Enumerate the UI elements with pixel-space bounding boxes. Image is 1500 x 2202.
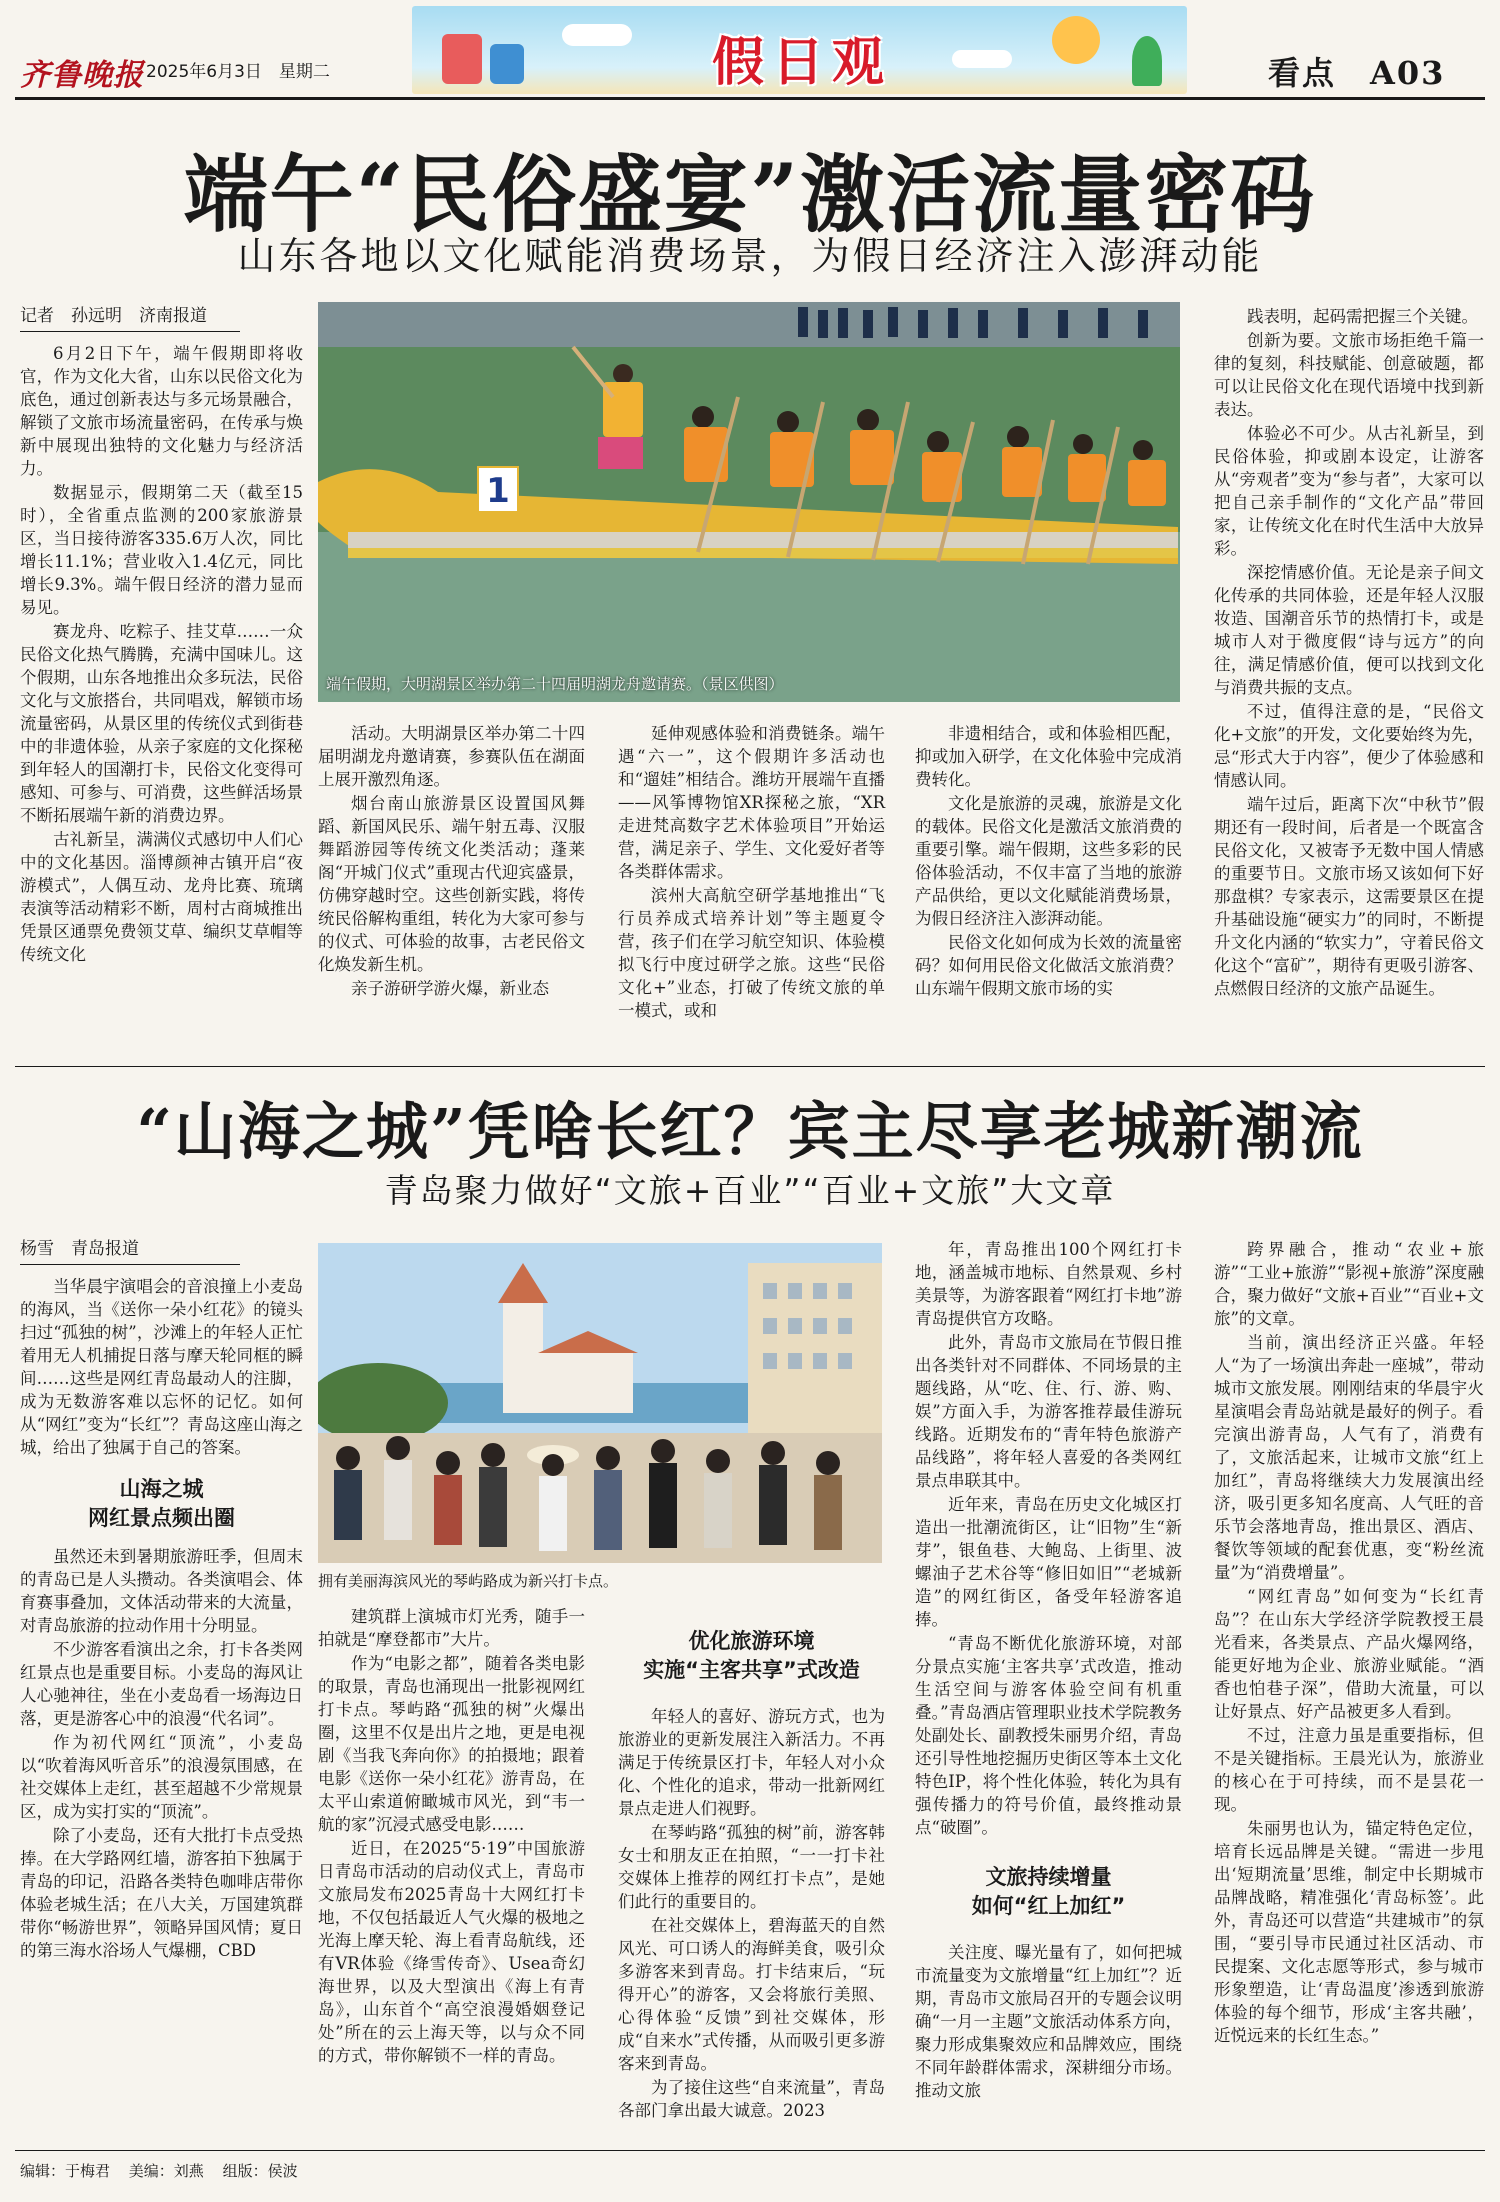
article1-col5 bbox=[1214, 305, 1484, 1001]
paragraph: 践表明，起码需把握三个关键。 bbox=[1247, 307, 1478, 326]
article2-col3 bbox=[618, 1605, 885, 2123]
paragraph: 近年来，青岛在历史文化城区打造出一批潮流街区，让“旧物”生“新芽”，银鱼巷、大鲍岛、上街里、波螺油子艺术谷等“修旧如旧”“老城新造”的网红街区，备受年轻游客追捧。 bbox=[915, 1495, 1182, 1629]
paragraph: 古礼新呈，满满仪式感切中人们心中的文化基因。淄博颜神古镇开启“夜游模式”，人偶互动、龙舟比赛、琉璃表演等活动精彩不断，周村古商城推出凭景区通票免费领艾草、编织艾草帽等传统文化 bbox=[20, 830, 303, 964]
article2-col4 bbox=[915, 1238, 1182, 2103]
paragraph: 虽然还未到暑期旅游旺季，但周末的青岛已是人头攒动。各类演唱会、体育赛事叠加，文体活动带来的大流量，对青岛旅游的拉动作用十分明显。 bbox=[20, 1547, 303, 1635]
article2-subtitle2: 优化旅游环境 实施“主客共享”式改造 bbox=[643, 1629, 860, 1682]
palm-tree-icon bbox=[1132, 36, 1162, 86]
paragraph: 建筑群上演城市灯光秀，随手一拍就是“摩登都市”大片。 bbox=[318, 1607, 585, 1649]
paragraph: 跨界融合，推动“农业+旅游”“工业+旅游”“影视+旅游”深度融合，聚力做好“文旅+百业”“百业+文旅”的文章。 bbox=[1214, 1240, 1484, 1328]
qinyu-road-photo bbox=[318, 1243, 882, 1563]
paragraph: 民俗文化如何成为长效的流量密码？如何用民俗文化做活文旅消费？山东端午假期文旅市场的实 bbox=[915, 933, 1182, 998]
article2-col2 bbox=[318, 1605, 585, 2068]
paragraph: 作为初代网红“顶流”，小麦岛以“吹着海风听音乐”的浪漫氛围感，在社交媒体上走红，甚至超越不少常规景区，成为实打实的“顶流”。 bbox=[20, 1733, 303, 1821]
article1-col1-body bbox=[20, 342, 303, 966]
article1-col1 bbox=[20, 305, 303, 967]
paragraph: 体验必不可少。从古礼新呈，到民俗体验，抑或剧本设定，让游客从“旁观者”变为“参与者”，大家可以把自己亲手制作的“文化产品”带回家，让传统文化在时代生活中大放异彩。 bbox=[1214, 424, 1484, 558]
crowd-image bbox=[318, 1243, 882, 1563]
article2-col1 bbox=[20, 1238, 303, 1963]
paper-name: 齐鲁晚报 bbox=[20, 58, 144, 93]
paragraph: “网红青岛”如何变为“长红青岛”？在山东大学经济学院教授王晨光看来，各类景点、产品火爆网络，能更好地为企业、旅游业赋能。“酒香也怕巷子深”，借助大流量，可以让好景点、好产品被更多人看到。 bbox=[1214, 1587, 1484, 1721]
article1-col2 bbox=[318, 722, 585, 1001]
paragraph: 6月2日下午，端午假期即将收官，作为文化大省，山东以民俗文化为底色，通过创新表达与多元场景融合，解锁了文旅市场流量密码，在传承与焕新中展现出独特的文化魅力与经济活力。 bbox=[20, 344, 303, 478]
paragraph: 近日，在2025“5·19”中国旅游日青岛市活动的启动仪式上，青岛市文旅局发布2025青岛十大网红打卡地，不仅包括最近人气火爆的极地之光海上摩天轮、海上看青岛航线，还有VR体验《绛雪传奇》、Usea奇幻海世界，以及大型演出《海上有青岛》，山东首个“高空浪漫婚姻登记处”所在的云上海天等，以与众不同的方式，带你解锁不一样的青岛。 bbox=[318, 1839, 585, 2065]
paragraph: 非遗相结合，或和体验相匹配，抑或加入研学，在文化体验中完成消费转化。 bbox=[915, 724, 1182, 789]
paragraph: 烟台南山旅游景区设置国风舞蹈、新国风民乐、端午射五毒、汉服舞蹈游园等传统文化类活动；蓬莱阁“开城门仪式”重现古代迎宾盛景，仿佛穿越时空。这些创新实践，将传统民俗解构重组，转化为大家可参与的仪式、可体验的故事，古老民俗文化焕发新生机。 bbox=[318, 794, 585, 974]
paragraph: 当前，演出经济正兴盛。年轻人“为了一场演出奔赴一座城”，带动城市文旅发展。刚刚结束的华晨宇火星演唱会青岛站就是最好的例子。看完演出游青岛，人气有了，消费有了，文旅活起来，让城市文旅“红上加红”，青岛将继续大力发展演出经济，吸引更多知名度高、人气旺的音乐节会落地青岛，推出景区、酒店、餐饮等领域的配套优惠，变“粉丝流量”为“消费增量”。 bbox=[1214, 1333, 1484, 1582]
paragraph: 延伸观感体验和消费链条。端午遇“六一”，这个假期许多活动也和“遛娃”相结合。潍坊开展端午直播——风筝博物馆XR探秘之旅，“XR走进梵高数字艺术体验项目”开始运营，满足亲子、学生、文化爱好者等各类群体需求。 bbox=[618, 724, 885, 881]
paragraph: 创新为要。文旅市场拒绝千篇一律的复刻，科技赋能、创意破题，都可以让民俗文化在现代语境中找到新表达。 bbox=[1214, 331, 1484, 419]
paragraph: 年，青岛推出100个网红打卡地，涵盖城市地标、自然景观、乡村美景等，为游客跟着“网红打卡地”游青岛提供官方攻略。 bbox=[915, 1240, 1182, 1328]
paragraph: 当华晨宇演唱会的音浪撞上小麦岛的海风，当《送你一朵小红花》的镜头扫过“孤独的树”，沙滩上的年轻人正忙着用无人机捕捉日落与摩天轮同框的瞬间……这些是网红青岛最动人的注脚，成为无数游客难以忘怀的记忆。如何从“网红”变为“长红”？青岛这座山海之城，给出了独属于自己的答案。 bbox=[20, 1277, 303, 1457]
article2-col5 bbox=[1214, 1238, 1484, 2048]
article2-col4b-body bbox=[915, 1941, 1182, 2102]
article1-subheadline: 山东各地以文化赋能消费场景，为假日经济注入澎湃动能 bbox=[237, 234, 1263, 278]
article2-headline: “山海之城”凭啥长红？宾主尽享老城新潮流 bbox=[136, 1095, 1364, 1168]
section-label: 看点 A03 bbox=[1268, 54, 1446, 92]
article-divider bbox=[15, 1066, 1485, 1067]
issue-date: 2025年6月3日 星期二 bbox=[146, 62, 330, 82]
banner-title: 假日观 bbox=[711, 32, 892, 93]
paragraph: 不过，值得注意的是，“民俗文化+文旅”的开发，文化要始终为先，忌“形式大于内容”，便少了体验感和情感认同。 bbox=[1214, 702, 1484, 790]
paragraph: 活动。大明湖景区举办第二十四届明湖龙舟邀请赛，参赛队伍在湖面上展开激烈角逐。 bbox=[318, 724, 585, 789]
paragraph: 亲子游研学游火爆，新业态 bbox=[351, 979, 549, 998]
paragraph: “青岛不断优化旅游环境，对部分景点实施‘主客共享’式改造，推动生活空间与游客体验空间有机重叠。”青岛酒店管理职业技术学院教务处副处长、副教授朱丽男介绍，青岛还引导性地挖掘历史街区等本土文化特色IP，将个性化体验，转化为具有强传播力的符号价值，最终推动景点“破圈”。 bbox=[915, 1634, 1182, 1837]
article1-col4 bbox=[915, 722, 1182, 1001]
dragon-boat-image bbox=[318, 302, 1180, 702]
article2-col3-body bbox=[618, 1705, 885, 2122]
photo2-caption: 拥有美丽海滨风光的琴屿路成为新兴打卡点。 bbox=[318, 1572, 619, 1590]
paragraph: 文化是旅游的灵魂，旅游是文化的载体。民俗文化是激活文旅消费的重要引擎。端午假期，这些多彩的民俗体验活动，不仅丰富了当地的旅游产品供给，更以文化赋能消费场景，为假日经济注入澎湃动能。 bbox=[915, 794, 1182, 928]
article2-col1b-body bbox=[20, 1545, 303, 1962]
article2-col4a-body bbox=[915, 1238, 1182, 1839]
article2-subheadline: 青岛聚力做好“文旅+百业”“百业+文旅”大文章 bbox=[384, 1171, 1116, 1210]
paragraph: 端午过后，距离下次“中秋节”假期还有一段时间，后者是一个既富含民俗文化，又被寄予无数中国人情感的重要节日。文旅市场又该如何下好那盘棋？专家表示，这需要景区在提升基础设施“硬实力”的同时，不断提升文化内涵的“软实力”，守着民俗文化这个“富矿”，期待有更吸引游客、点燃假日经济的文旅产品诞生。 bbox=[1214, 795, 1484, 998]
paragraph: 深挖情感价值。无论是亲子间文化传承的共同体验，还是年轻人汉服妆造、国潮音乐节的热情打卡，或是城市人对于微度假“诗与远方”的向往，满足情感价值，便可以找到文化与消费共振的支点。 bbox=[1214, 563, 1484, 697]
paragraph: 作为“电影之都”，随着各类电影的取景，青岛也涌现出一批影视网红打卡点。琴屿路“孤独的树”火爆出圈，这里不仅是出片之地，更是电视剧《当我飞奔向你》的拍摄地；跟着电影《送你一朵小红花》游青岛，在太平山索道俯瞰城市风光，到“韦一航的家”沉浸式感受电影…… bbox=[318, 1654, 585, 1834]
paragraph: 数据显示，假期第二天（截至15时），全省重点监测的200家旅游景区，当日接待游客335.6万人次，同比增长11.1%；营业收入1.4亿元，同比增长9.3%。端午假日经济的潜力显而易见。 bbox=[20, 483, 303, 617]
paragraph: 滨州大高航空研学基地推出“飞行员养成式培养计划”等主题夏令营，孩子们在学习航空知识、体验模拟飞行中度过研学之旅。这些“民俗文化+”业态，打破了传统文旅的单一模式，或和 bbox=[618, 886, 885, 1020]
paragraph: 关注度、曝光量有了，如何把城市流量变为文旅增量“红上加红”？近期，青岛市文旅局召开的专题会议明确“一月一主题”文旅活动体系方向，聚力形成集聚效应和品牌效应，围绕不同年龄群体需求，深耕细分市场。推动文旅 bbox=[915, 1943, 1182, 2100]
editor-credit: 编辑：于梅君 bbox=[20, 2162, 111, 2180]
paragraph: 除了小麦岛，还有大批打卡点受热捧。在大学路网红墙，游客拍下独属于青岛的印记，沿路各类特色咖啡店带你体验老城生活；在八大关，万国建筑群带你“畅游世界”，领略异国风情；夏日的第三海水浴场人气爆棚，CBD bbox=[20, 1826, 303, 1960]
paragraph: 年轻人的喜好、游玩方式，也为旅游业的更新发展注入新活力。不再满足于传统景区打卡，年轻人对小众化、个性化的追求，带动一批新网红景点走进人们视野。 bbox=[618, 1707, 885, 1818]
dragon-boat-photo bbox=[318, 302, 1180, 702]
article1-byline: 记者 孙远明 济南报道 bbox=[20, 305, 240, 332]
cloud-icon bbox=[952, 50, 1012, 68]
designer-credit: 美编：刘燕 bbox=[128, 2162, 204, 2180]
footer-credits bbox=[20, 2160, 312, 2181]
suitcase-icon bbox=[490, 44, 524, 84]
article1-col3 bbox=[618, 722, 885, 1023]
layout-credit: 组版：侯波 bbox=[222, 2162, 298, 2180]
article2-subtitle3: 文旅持续增量 如何“红上加红” bbox=[971, 1865, 1126, 1918]
photo1-caption: 端午假期，大明湖景区举办第二十四届明湖龙舟邀请赛。（景区供图） bbox=[326, 675, 784, 693]
holiday-banner bbox=[412, 6, 1187, 94]
paragraph: 赛龙舟、吃粽子、挂艾草……一众民俗文化热气腾腾，充满中国味儿。这个假期，山东各地推出众多玩法，民俗文化与文旅搭台，共同唱戏，解锁市场流量密码，从景区里的传统仪式到街巷中的非遗体验，从亲子家庭的文化探秘到年轻人的国潮打卡，民俗文化变得可感知、可参与、可消费，这些鲜活场景不断拓展端午新的消费边界。 bbox=[20, 622, 303, 825]
article2-subtitle1: 山海之城 网红景点频出圈 bbox=[88, 1477, 235, 1530]
paragraph: 在社交媒体上，碧海蓝天的自然风光、可口诱人的海鲜美食，吸引众多游客来到青岛。打卡结束后，“玩得开心”的游客，又会将旅行美照、心得体验“反馈”到社交媒体，形成“自来水”式传播，从而吸引更多游客来到青岛。 bbox=[618, 1916, 885, 2073]
paragraph: 此外，青岛市文旅局在节假日推出各类针对不同群体、不同场景的主题线路，从“吃、住、行、游、购、娱”方面入手，为游客推荐最佳游玩线路。近期发布的“青年特色旅游产品线路”，将年轻人喜爱的各类网红景点串联其中。 bbox=[915, 1333, 1182, 1490]
svg-text:1: 1 bbox=[486, 471, 510, 511]
header-rule bbox=[15, 97, 1485, 100]
suitcase-icon bbox=[442, 34, 482, 84]
article2-byline: 杨雪 青岛报道 bbox=[20, 1238, 240, 1265]
article2-col1a-body bbox=[20, 1275, 303, 1459]
paragraph: 在琴屿路“孤独的树”前，游客韩女士和朋友正在拍照，“一一打卡社交媒体上推荐的网红打卡点”，是她们此行的重要目的。 bbox=[618, 1823, 885, 1911]
paragraph: 不过，注意力虽是重要指标，但不是关键指标。王晨光认为，旅游业的核心在于可持续，而不是昙花一现。 bbox=[1214, 1726, 1484, 1814]
article1-headline: 端午“民俗盛宴”激活流量密码 bbox=[183, 145, 1317, 244]
cloud-icon bbox=[562, 24, 632, 46]
paragraph: 朱丽男也认为，锚定特色定位，培育长远品牌是关键。“需进一步甩出‘短期流量’思维，制定中长期城市品牌战略，精准强化‘青岛标签’。此外，青岛还可以营造“共建城市”的氛围，“要引导市民通过社区活动、市民提案、文化志愿等形式，参与城市形象塑造，让‘青岛温度’渗透到旅游体验的每个细节，形成‘主客共融’，近悦远来的长红生态。” bbox=[1214, 1819, 1484, 2045]
paragraph: 不少游客看演出之余，打卡各类网红景点也是重要目标。小麦岛的海风让人心驰神往，坐在小麦岛看一场海边日落，更是游客心中的浪漫“代名词”。 bbox=[20, 1640, 303, 1728]
paragraph: 为了接住这些“自来流量”，青岛各部门拿出最大诚意。2023 bbox=[618, 2078, 885, 2120]
sun-icon bbox=[1052, 16, 1100, 64]
footer-rule bbox=[15, 2150, 1485, 2151]
